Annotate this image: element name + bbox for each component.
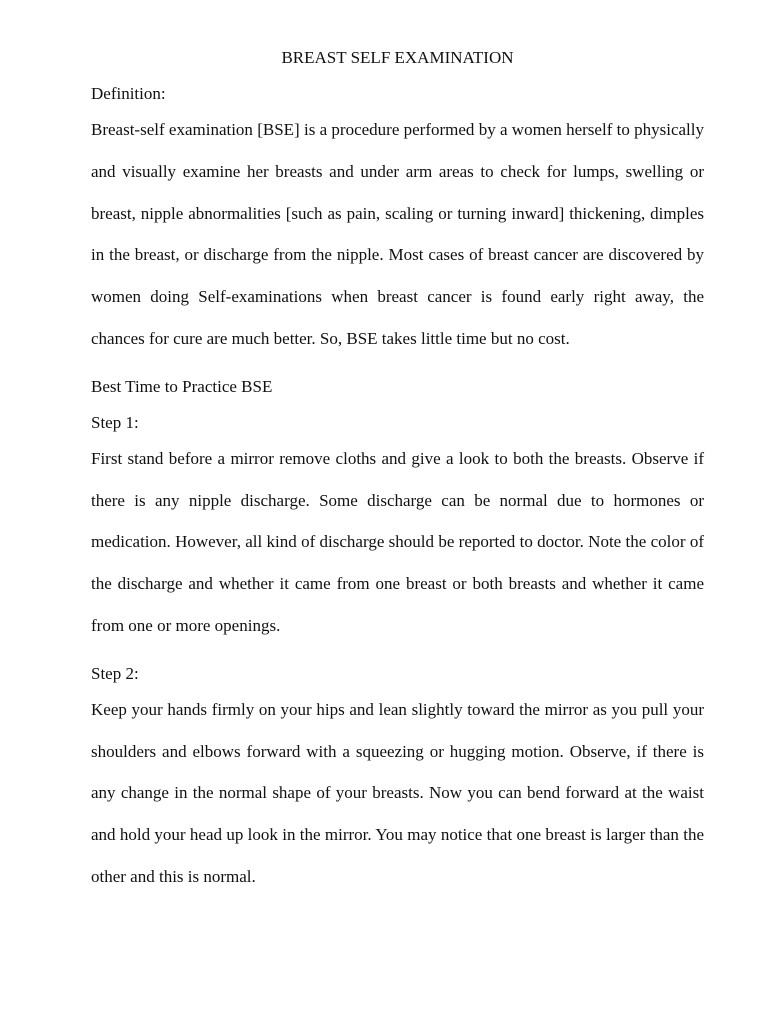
document-page [91, 45, 704, 898]
step2-label: Step 2: [91, 663, 139, 683]
step1-label: Step 1: [91, 412, 139, 432]
step1-paragraph: First stand before a mirror remove cloths and give a look to both the breasts. Observe if there is any nipple discharge. Some discharge can be normal due to hormones or medication. However, all kind of discharge should be reported to doctor. Note the color of the discharge and whether it came from one breast or both breasts and whether it came from one or more openings. [91, 448, 704, 635]
step2-paragraph: Keep your hands firmly on your hips and lean slightly toward the mirror as you pull your shoulders and elbows forward with a squeezing or hugging motion. Observe, if there is any change in the normal shape of your breasts. Now you can bend forward at the waist and hold your head up look in the mirror. You may notice that one breast is larger than the other and this is normal. [91, 699, 704, 886]
definition-label: Definition: [91, 84, 166, 103]
definition-paragraph: Breast-self examination [BSE] is a procedure performed by a women herself to physically and visually examine her breasts and under arm areas to check for lumps, swelling or breast, nipple abnormalities [such as pain, scaling or turning inward] thickening, dimples in the breast, or discharge from the nipple. Most cases of breast cancer are discovered by women doing Self-examinations when breast cancer is found early right away, the chances for cure are much better. So, BSE takes little time but no cost. [91, 120, 704, 348]
best-time-heading: Best Time to Practice BSE [91, 376, 273, 396]
document-title: BREAST SELF EXAMINATION [281, 48, 514, 67]
